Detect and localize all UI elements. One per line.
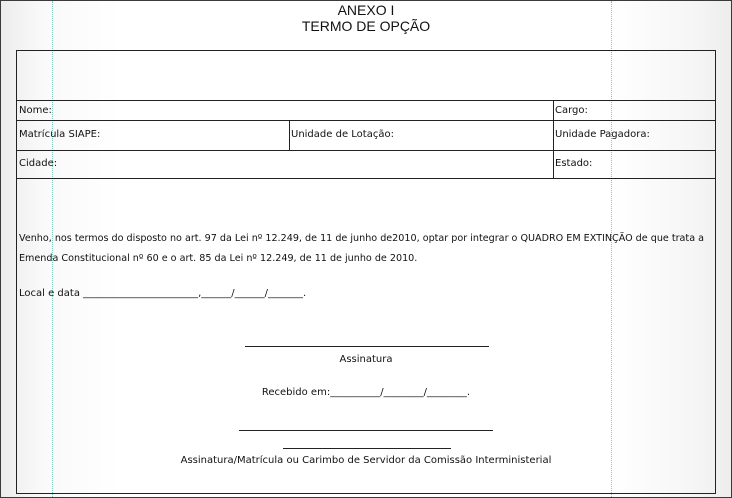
position-field[interactable]: Cargo: bbox=[555, 105, 588, 116]
received-date-field[interactable]: Recebido em:__________/________/________. bbox=[261, 387, 471, 398]
row-divider bbox=[17, 100, 715, 101]
name-field[interactable]: Nome: bbox=[19, 105, 52, 116]
row-divider bbox=[17, 150, 715, 151]
signature-line[interactable] bbox=[245, 346, 489, 347]
column-divider bbox=[289, 120, 290, 150]
option-form bbox=[16, 50, 716, 494]
document-title: TERMO DE OPÇÃO bbox=[301, 18, 431, 34]
paying-unit-field[interactable]: Unidade Pagadora: bbox=[555, 129, 650, 140]
registration-line[interactable] bbox=[283, 448, 451, 449]
row-divider bbox=[17, 178, 715, 179]
place-date-field[interactable]: Local e data _______________________,______/______/_______. bbox=[19, 288, 307, 299]
siape-field[interactable]: Matrícula SIAPE: bbox=[19, 129, 101, 140]
statement-line-2: Emenda Constitucional nº 60 e o art. 85 da Lei nº 12.249, de 11 de junho de 2010. bbox=[19, 253, 418, 264]
state-field[interactable]: Estado: bbox=[555, 158, 593, 169]
signature-label: Assinatura bbox=[339, 354, 393, 365]
commission-signature-label: Assinatura/Matrícula ou Carimbo de Servidor da Comissão Interministerial bbox=[180, 455, 552, 466]
annex-heading: ANEXO I bbox=[337, 2, 395, 18]
row-divider bbox=[17, 120, 715, 121]
city-field[interactable]: Cidade: bbox=[19, 158, 58, 169]
unit-location-field[interactable]: Unidade de Lotação: bbox=[291, 129, 394, 140]
statement-line-1: Venho, nos termos do disposto no art. 97 da Lei nº 12.249, de 11 de junho de2010, optar por integrar o QUADRO EM EXTINÇÃO de que trata a bbox=[19, 233, 705, 244]
column-divider bbox=[553, 100, 554, 178]
receiver-signature-line[interactable] bbox=[239, 430, 493, 431]
